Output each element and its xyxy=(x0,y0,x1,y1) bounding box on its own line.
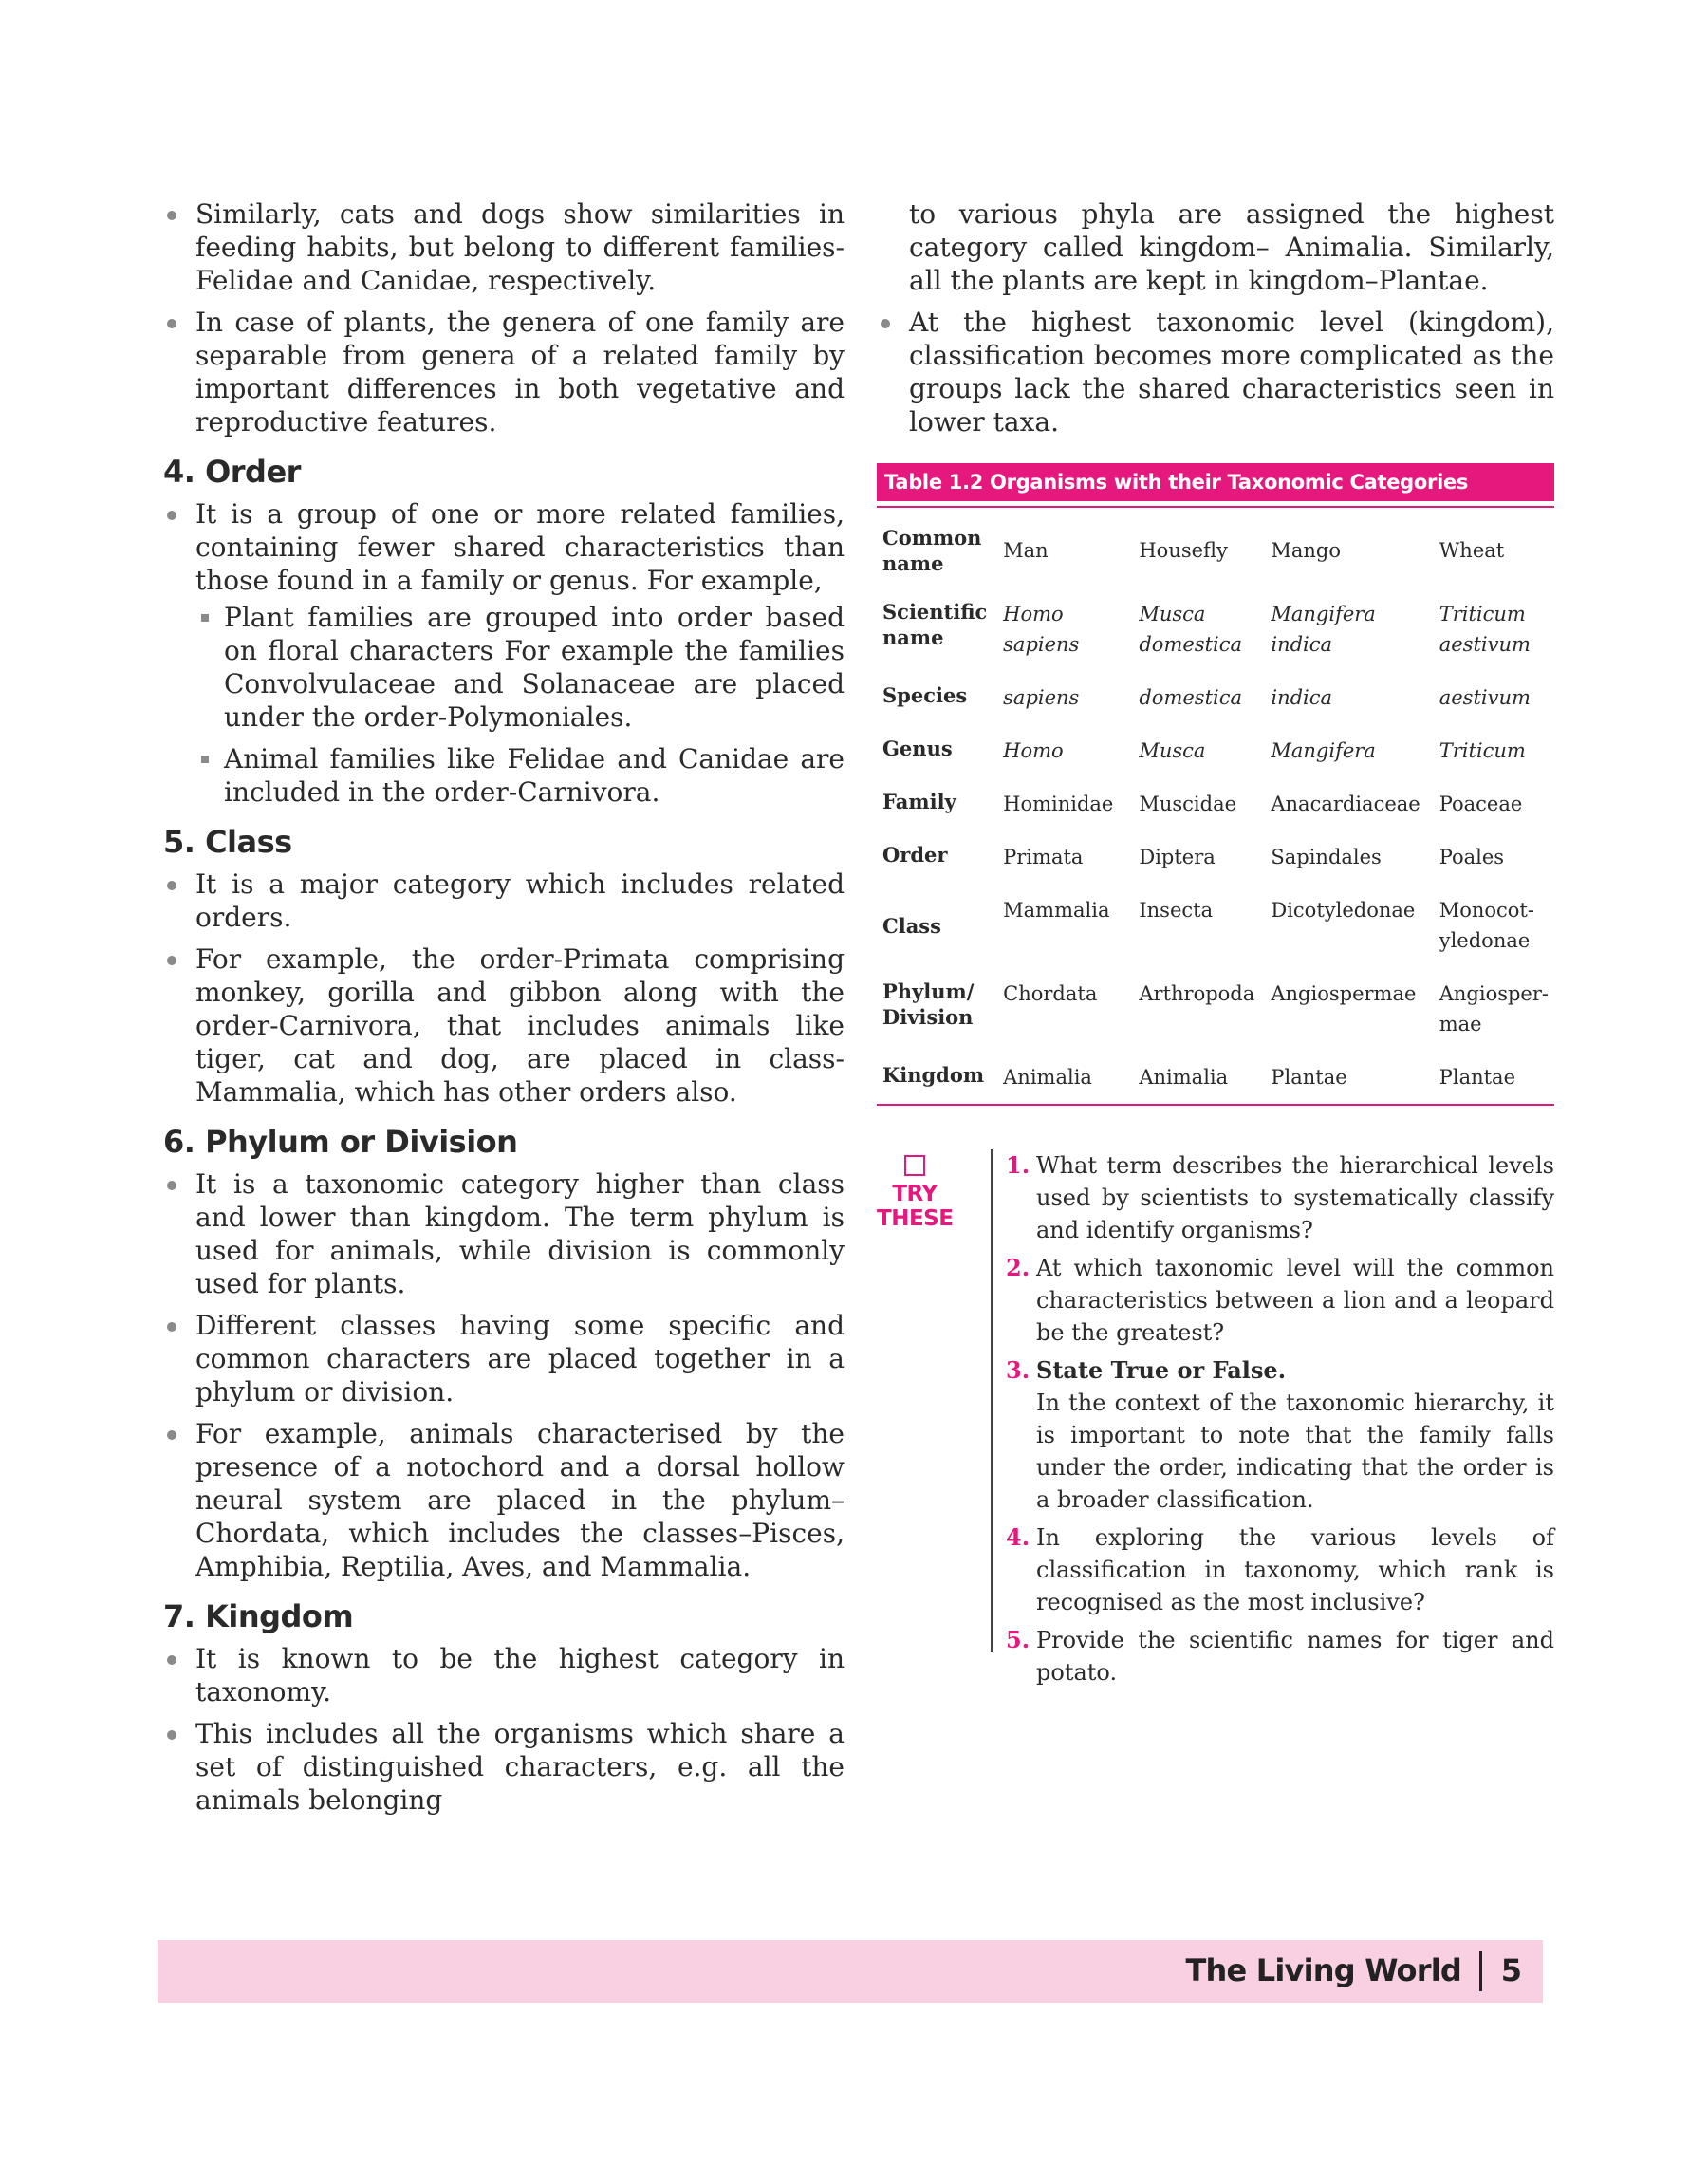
table-cell: Plantae xyxy=(1439,1066,1515,1089)
table-cell: Triticum aestivum xyxy=(1439,603,1531,656)
bullet-icon xyxy=(167,511,176,520)
list-item: At the highest taxonomic level (kingdom), classification becomes more complicated as the groups lack the shared characteristics seen in lower taxa. xyxy=(877,306,1554,438)
list-item: This includes all the organisms which share a set of distinguished characters, e.g. all the animals belonging xyxy=(163,1717,845,1817)
list-item: It is a major category which includes related orders. xyxy=(163,868,845,934)
sub-list-item: Animal families like Felidae and Canidae are included in the order-Carnivora. xyxy=(195,742,845,809)
table-cell: Triticum xyxy=(1439,739,1526,762)
row-header: Scientific name xyxy=(882,600,988,649)
table-cell: Mangifera indica xyxy=(1271,603,1376,656)
table-cell: Man xyxy=(1003,539,1049,562)
question-item: 3. State True or False. In the context of the taxonomic hierarchy, it is important to note that the family falls under the order, indicating that the order is a broader classification. xyxy=(1006,1356,1554,1513)
table-cell: Primata xyxy=(1003,846,1084,868)
table-cell: Plantae xyxy=(1271,1066,1347,1089)
caption-divider xyxy=(877,506,1554,508)
table-cell: Mango xyxy=(1271,539,1341,562)
right-bullet-list xyxy=(877,306,1554,438)
row-header: Kingdom xyxy=(882,1063,985,1087)
table-cell: Muscidae xyxy=(1139,793,1237,815)
square-bullet-icon xyxy=(201,756,209,763)
list-item: It is a group of one or more related families, containing fewer shared characteristics than those found in a family or genus. For example, Plant families are grouped into order based on floral characters For example the families Convolvulaceae and Solanaceae are placed under the order-Polymoniales. Animal families like Felidae and Canidae are included in the order-Carnivora. xyxy=(163,497,845,809)
table-row xyxy=(877,1051,1554,1104)
row-header: Common name xyxy=(882,526,982,575)
row-header: Genus xyxy=(882,737,953,760)
question-item: 2. At which taxonomic level will the common characteristics between a lion and a leopard be the greatest? xyxy=(1006,1254,1554,1346)
bullet-icon xyxy=(167,881,176,890)
question-number: 5. xyxy=(1006,1626,1030,1653)
section-heading-phylum: 6. Phylum or Division xyxy=(163,1124,518,1160)
list-item: For example, the order-Primata comprising monkey, gorilla and gibbon along with the order-Carnivora, that includes animals like tiger, cat and dog, are placed in class-Mammalia, which has other orders also. xyxy=(163,942,845,1109)
table-cell: indica xyxy=(1271,686,1333,709)
table-cell: Homo sapiens xyxy=(1003,603,1080,656)
bullet-icon xyxy=(167,1181,176,1190)
right-column xyxy=(877,197,1554,1694)
table-row xyxy=(877,884,1554,967)
table-cell: Poaceae xyxy=(1439,793,1523,815)
table-cell: Homo xyxy=(1003,739,1064,762)
table-bottom-rule xyxy=(877,1104,1554,1106)
try-these-box xyxy=(877,1149,1554,1689)
table-row xyxy=(877,588,1554,671)
bullet-icon xyxy=(167,1322,176,1332)
page-number: 5 xyxy=(1500,1952,1522,1988)
bullet-icon xyxy=(167,319,176,328)
table-cell: Housefly xyxy=(1139,539,1228,562)
try-these-label xyxy=(877,1155,953,1231)
table-cell: sapiens xyxy=(1003,686,1080,709)
table-cell: Hominidae xyxy=(1003,793,1114,815)
bullet-icon xyxy=(167,956,176,965)
bullet-icon xyxy=(167,1430,176,1440)
section-heading-class: 5. Class xyxy=(163,824,292,860)
section-heading-kingdom: 7. Kingdom xyxy=(163,1598,354,1634)
table-cell: Dicotyledonae xyxy=(1271,899,1416,922)
table-row xyxy=(877,513,1554,588)
row-header: Species xyxy=(882,683,968,707)
table-caption: Table 1.2 Organisms with their Taxonomic Categories xyxy=(877,463,1554,501)
question-number: 2. xyxy=(1006,1254,1030,1281)
sub-list-item: Plant families are grouped into order based on floral characters For example the families Convolvulaceae and Solanaceae are placed under the order-Polymoniales. xyxy=(195,601,845,734)
table-cell: Diptera xyxy=(1139,846,1216,868)
table-cell: Wheat xyxy=(1439,539,1505,562)
table-cell: aestivum xyxy=(1439,686,1531,709)
table-cell: Chordata xyxy=(1003,982,1098,1005)
list-item: For example, animals characterised by the presence of a notochord and a dorsal hollow neural system are placed in the phylum–Chordata, which includes the classes–Pisces, Amphibia, Reptilia, Aves, and Mammalia. xyxy=(163,1417,845,1583)
table-cell: Poales xyxy=(1439,846,1505,868)
left-column xyxy=(163,197,845,1825)
table-cell: Insecta xyxy=(1139,899,1214,922)
table-row xyxy=(877,724,1554,777)
table-cell: Animalia xyxy=(1003,1066,1092,1089)
continued-paragraph: to various phyla are assigned the highest category called kingdom– Animalia. Similarly, all the plants are kept in kingdom–Plantae. xyxy=(909,198,1554,296)
question-number: 1. xyxy=(1006,1151,1030,1179)
table-cell: Mangifera xyxy=(1271,739,1376,762)
footer-chapter-title: The Living World xyxy=(1185,1952,1461,1988)
row-header: Phylum/ Division xyxy=(882,980,975,1029)
question-number: 3. xyxy=(1006,1356,1030,1384)
try-these-text: TRY THESE xyxy=(877,1182,954,1231)
list-item: It is a taxonomic category higher than class and lower than kingdom. The term phylum is used for animals, while division is commonly used for plants. xyxy=(163,1167,845,1300)
question-bold-prompt: State True or False. xyxy=(1036,1356,1287,1384)
row-header: Order xyxy=(882,843,948,867)
order-bullet-list xyxy=(163,497,845,809)
checkbox-icon xyxy=(904,1155,925,1176)
intro-bullet-list xyxy=(163,197,845,438)
list-item: Different classes having some specific and common characters are placed together in a phylum or division. xyxy=(163,1309,845,1409)
page-footer xyxy=(158,1940,1543,2003)
table-cell: Sapindales xyxy=(1271,846,1382,868)
table-row xyxy=(877,777,1554,830)
table-cell: Musca domestica xyxy=(1139,603,1242,656)
question-list xyxy=(877,1149,1554,1689)
section-heading-order: 4. Order xyxy=(163,454,301,490)
table-cell: Monocot-yledonae xyxy=(1439,899,1534,952)
row-header: Family xyxy=(882,790,956,813)
table-row xyxy=(877,830,1554,884)
question-number: 4. xyxy=(1006,1523,1030,1551)
list-item: It is known to be the highest category in taxonomy. xyxy=(163,1642,845,1708)
table-row xyxy=(877,671,1554,724)
kingdom-bullet-list xyxy=(163,1642,845,1817)
phylum-bullet-list xyxy=(163,1167,845,1583)
table-cell: Angiospermae xyxy=(1271,982,1417,1005)
bullet-icon xyxy=(167,1655,176,1665)
taxonomy-table xyxy=(877,513,1554,1104)
table-row xyxy=(877,967,1554,1051)
table-cell: Mammalia xyxy=(1003,899,1110,922)
class-bullet-list xyxy=(163,868,845,1109)
table-cell: Angiosper-mae xyxy=(1439,982,1549,1036)
table-cell: Animalia xyxy=(1139,1066,1229,1089)
square-bullet-icon xyxy=(201,614,209,622)
question-item: 4. In exploring the various levels of classification in taxonomy, which rank is recognised as the most inclusive? xyxy=(1006,1523,1554,1615)
table-cell: Anacardiaceae xyxy=(1271,793,1420,815)
row-header: Class xyxy=(882,913,941,938)
bullet-icon xyxy=(881,319,890,328)
bullet-icon xyxy=(167,211,176,220)
list-item: Similarly, cats and dogs show similarities in feeding habits, but belong to different families-Felidae and Canidae, respectively. xyxy=(163,197,845,297)
table-cell: domestica xyxy=(1139,686,1242,709)
table-cell: Musca xyxy=(1139,739,1206,762)
question-item: 5. Provide the scientific names for tiger and potato. xyxy=(1006,1626,1554,1686)
question-item: 1. What term describes the hierarchical levels used by scientists to systematically classify and identify organisms? xyxy=(1006,1151,1554,1243)
order-sub-list xyxy=(195,601,845,809)
bullet-icon xyxy=(167,1730,176,1740)
vertical-divider xyxy=(991,1149,993,1652)
footer-separator xyxy=(1479,1951,1482,1991)
list-item: In case of plants, the genera of one family are separable from genera of a related family by important differences in both vegetative and reproductive features. xyxy=(163,306,845,438)
table-cell: Arthropoda xyxy=(1139,982,1255,1005)
